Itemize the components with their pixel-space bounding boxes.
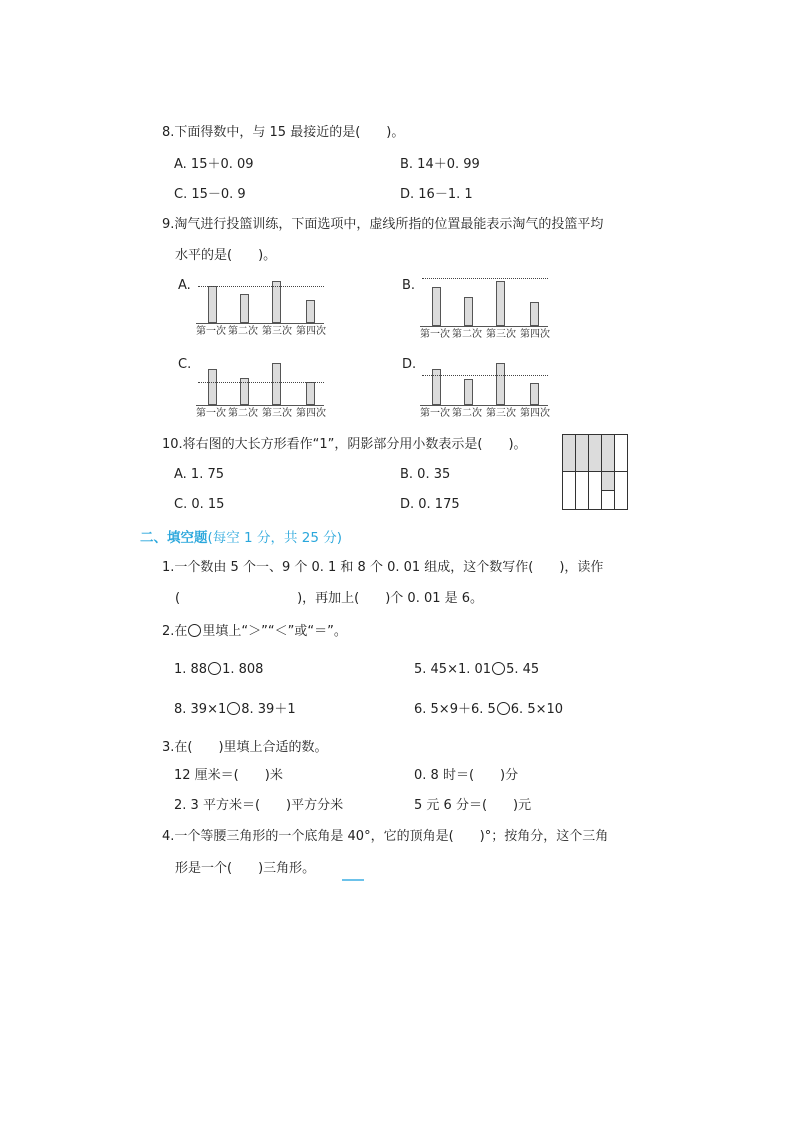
grid-cell (589, 435, 602, 472)
chart-x-label: 第三次 (262, 408, 292, 419)
chart-x-label: 第四次 (520, 329, 550, 340)
section-2-title: 二、填空题(每空 1 分，共 25 分) (140, 530, 342, 546)
f2-stem: 2.在 里填上“＞”“＜”或“＝”。 (162, 624, 347, 639)
f2-item-4: 6. 5×9＋6. 5 6. 5×10 (414, 702, 564, 717)
chart-x-label: 第三次 (262, 326, 292, 337)
chart-bar (530, 302, 539, 326)
q8-option-a[interactable]: A. 15＋0. 09 (174, 157, 254, 172)
compare-circle-input[interactable] (492, 662, 505, 675)
circle-icon (188, 624, 201, 637)
chart-bar (496, 363, 505, 405)
f2-item-1: 1. 88 1. 808 (174, 662, 264, 677)
chart-x-label: 第一次 (196, 408, 226, 419)
q10-option-d[interactable]: D. 0. 175 (400, 497, 460, 512)
f2-item-2: 5. 45×1. 01 5. 45 (414, 662, 540, 677)
q9-stem-line2: 水平的是( )。 (175, 248, 277, 263)
chart-bar (432, 287, 441, 326)
chart-x-label: 第一次 (420, 329, 450, 340)
chart-x-label: 第二次 (452, 329, 482, 340)
average-dashed-line (422, 375, 548, 376)
grid-cell (615, 472, 627, 509)
q9-option-letter[interactable]: A. (178, 278, 191, 293)
chart-bar (530, 383, 539, 405)
chart-bar (272, 281, 281, 323)
f2-item-3: 8. 39×1 8. 39＋1 (174, 702, 296, 717)
f3-item-3[interactable]: 2. 3 平方米＝( )平方分米 (174, 798, 344, 813)
chart-baseline (420, 326, 548, 327)
chart-x-label: 第四次 (296, 408, 326, 419)
grid-cell (563, 472, 576, 509)
grid-cell-split (602, 472, 615, 491)
chart-bar (208, 369, 217, 405)
chart-bar (306, 300, 315, 323)
f4-line1: 4.一个等腰三角形的一个底角是 40°，它的顶角是( )°；按角分，这个三角 (162, 829, 609, 844)
q9-option-letter[interactable]: B. (402, 278, 416, 293)
chart-x-label: 第二次 (452, 408, 482, 419)
chart-bar (306, 382, 315, 405)
grid-cell (589, 472, 602, 509)
f3-item-4[interactable]: 5 元 6 分＝( )元 (414, 798, 532, 813)
f1-line2: ( )，再加上( )个 0. 01 是 6。 (175, 591, 484, 606)
q10-option-c[interactable]: C. 0. 15 (174, 497, 225, 512)
chart-bar (464, 297, 473, 326)
f4-line2: 形是一个( )三角形。 (175, 861, 316, 876)
q8-option-b[interactable]: B. 14＋0. 99 (400, 157, 480, 172)
f3-item-1[interactable]: 12 厘米＝( )米 (174, 768, 283, 783)
compare-circle-input[interactable] (227, 702, 240, 715)
q9-option-letter[interactable]: C. (178, 357, 192, 372)
compare-circle-input[interactable] (208, 662, 221, 675)
f3-item-2[interactable]: 0. 8 时＝( )分 (414, 768, 519, 783)
average-dashed-line (198, 382, 324, 383)
grid-cell (576, 435, 589, 472)
chart-bar (464, 379, 473, 405)
chart-baseline (196, 323, 324, 324)
chart-bar (496, 281, 505, 326)
chart-baseline (196, 405, 324, 406)
q8-option-c[interactable]: C. 15－0. 9 (174, 187, 246, 202)
grid-cell (576, 472, 589, 509)
chart-x-label: 第四次 (296, 326, 326, 337)
chart-x-label: 第二次 (228, 408, 258, 419)
chart-x-label: 第四次 (520, 408, 550, 419)
q10-option-a[interactable]: A. 1. 75 (174, 467, 225, 482)
grid-cell (563, 435, 576, 472)
f1-line1: 1.一个数由 5 个一、9 个 0. 1 和 8 个 0. 01 组成，这个数写作( )，读作 (162, 560, 604, 575)
chart-x-label: 第三次 (486, 408, 516, 419)
grid-cell-split (602, 491, 615, 509)
q10-stem: 10.将右图的大长方形看作“1”，阴影部分用小数表示是( )。 (162, 437, 527, 452)
average-dashed-line (422, 278, 548, 279)
q8-stem: 8.下面得数中，与 15 最接近的是( )。 (162, 125, 405, 140)
chart-x-label: 第一次 (420, 408, 450, 419)
q8-option-d[interactable]: D. 16－1. 1 (400, 187, 473, 202)
q10-option-b[interactable]: B. 0. 35 (400, 467, 451, 482)
grid-cell (615, 435, 627, 472)
decorative-mark (342, 879, 364, 881)
q9-stem-line1: 9.淘气进行投篮训练，下面选项中，虚线所指的位置最能表示淘气的投篮平均 (162, 217, 604, 232)
compare-circle-input[interactable] (497, 702, 510, 715)
chart-baseline (420, 405, 548, 406)
chart-bar (208, 286, 217, 323)
q10-rectangle-figure (562, 434, 628, 510)
average-dashed-line (198, 286, 324, 287)
chart-x-label: 第三次 (486, 329, 516, 340)
f3-stem: 3.在( )里填上合适的数。 (162, 740, 328, 755)
chart-x-label: 第一次 (196, 326, 226, 337)
grid-cell (602, 435, 615, 472)
chart-bar (240, 294, 249, 323)
q9-option-letter[interactable]: D. (402, 357, 417, 372)
chart-bar (272, 363, 281, 405)
chart-x-label: 第二次 (228, 326, 258, 337)
